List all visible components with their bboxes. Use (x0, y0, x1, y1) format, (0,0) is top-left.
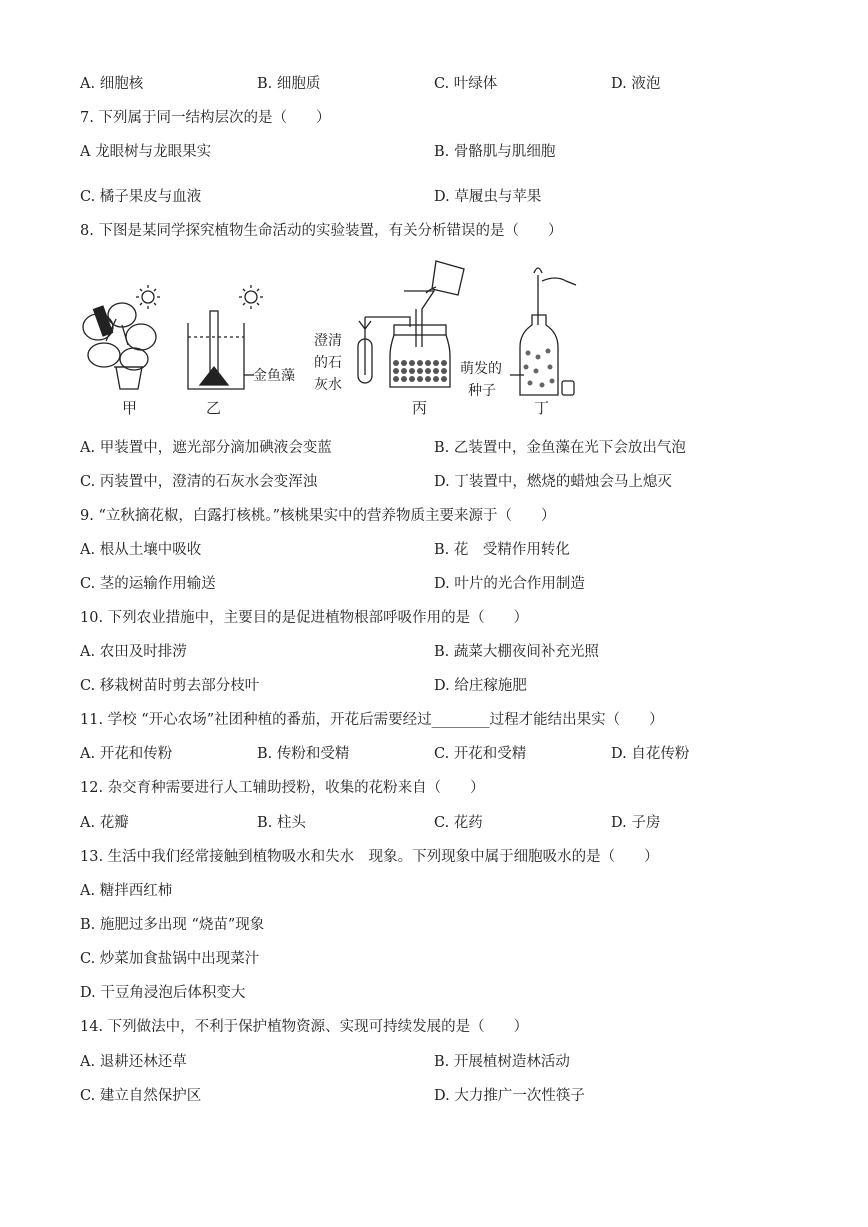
q12-option-d: D. 子房 (611, 815, 661, 831)
q9-option-b: B. 花 受精作用转化 (434, 542, 570, 558)
q14-option-a: A. 退耕还林还草 (80, 1054, 187, 1070)
q14-option-b: B. 开展植树造林活动 (434, 1054, 570, 1070)
q8-experiment-figure (76, 255, 636, 425)
q7-option-b: B. 骨骼肌与肌细胞 (434, 144, 556, 160)
label-bing: 丙 (412, 399, 428, 417)
label-yi: 乙 (206, 399, 222, 417)
q11-stem: 11. 学校 “开心农场”社团种植的番茄，开花后需要经过________过程才能结出果实（ ） (80, 712, 664, 728)
q10-option-a: A. 农田及时排涝 (80, 644, 187, 660)
q10-option-b: B. 蔬菜大棚夜间补充光照 (434, 644, 599, 660)
q7-stem: 7. 下列属于同一结构层次的是（ ） (80, 110, 331, 126)
q8-option-a: A. 甲装置中，遮光部分滴加碘液会变蓝 (80, 440, 332, 456)
q6-option-a: A. 细胞核 (80, 76, 144, 92)
q6-option-c: C. 叶绿体 (434, 76, 498, 92)
label-limewater-2: 的石 (314, 355, 342, 371)
q10-option-c: C. 移栽树苗时剪去部分枝叶 (80, 678, 260, 694)
apparatus-jia-plant-icon (83, 285, 160, 389)
q12-option-b: B. 柱头 (257, 815, 306, 831)
q8-option-c: C. 丙装置中，澄清的石灰水会变浑浊 (80, 474, 318, 490)
q14-option-d: D. 大力推广一次性筷子 (434, 1088, 585, 1104)
q9-option-d: D. 叶片的光合作用制造 (434, 576, 585, 592)
q11-option-d: D. 自花传粉 (611, 746, 690, 762)
q12-option-a: A. 花瓣 (80, 815, 129, 831)
label-limewater-3: 灰水 (314, 377, 342, 393)
q12-option-c: C. 花药 (434, 815, 483, 831)
q10-option-d: D. 给庄稼施肥 (434, 678, 527, 694)
apparatus-yi-beaker-icon (188, 285, 263, 389)
label-jia: 甲 (122, 399, 138, 417)
q11-option-a: A. 开花和传粉 (80, 746, 173, 762)
q9-option-a: A. 根从土壤中吸收 (80, 542, 202, 558)
q7-option-d: D. 草履虫与苹果 (434, 189, 542, 205)
q8-stem: 8. 下图是某同学探究植物生命活动的实验装置，有关分析错误的是（ ） (80, 223, 563, 239)
q7-option-a: A 龙眼树与龙眼果实 (80, 144, 212, 160)
label-seeds-2: 种子 (468, 383, 496, 399)
q8-option-b: B. 乙装置中，金鱼藻在光下会放出气泡 (434, 440, 686, 456)
q8-option-d: D. 丁装置中，燃烧的蜡烛会马上熄灭 (434, 474, 672, 490)
q11-option-b: B. 传粉和受精 (257, 746, 350, 762)
q12-stem: 12. 杂交育种需要进行人工辅助授粉，收集的花粉来自（ ） (80, 780, 485, 796)
q6-option-b: B. 细胞质 (257, 76, 321, 92)
label-ding: 丁 (534, 399, 550, 417)
q13-option-a: A. 糖拌西红柿 (80, 883, 173, 899)
q6-option-d: D. 液泡 (611, 76, 661, 92)
q9-stem: 9. “立秋摘花椒，白露打核桃。”核桃果实中的营养物质主要来源于（ ） (80, 508, 556, 524)
apparatus-ding-jar-icon (510, 268, 576, 395)
q14-option-c: C. 建立自然保护区 (80, 1088, 202, 1104)
q13-option-c: C. 炒菜加食盐锅中出现菜汁 (80, 951, 260, 967)
q13-stem: 13. 生活中我们经常接触到植物吸水和失水 现象。下列现象中属于细胞吸水的是（ ） (80, 849, 659, 865)
q13-option-d: D. 干豆角浸泡后体积变大 (80, 985, 246, 1001)
q11-option-c: C. 开花和受精 (434, 746, 527, 762)
label-limewater-1: 澄清 (314, 333, 342, 349)
q9-option-c: C. 茎的运输作用输送 (80, 576, 216, 592)
q13-option-b: B. 施肥过多出现 “烧苗”现象 (80, 917, 265, 933)
q7-option-c: C. 橘子果皮与血液 (80, 189, 202, 205)
q10-stem: 10. 下列农业措施中，主要目的是促进植物根部呼吸作用的是（ ） (80, 610, 529, 626)
apparatus-bing-bottle-icon (358, 261, 464, 387)
q14-stem: 14. 下列做法中，不利于保护植物资源、实现可持续发展的是（ ） (80, 1019, 529, 1035)
label-jinyuzao: 金鱼藻 (253, 368, 295, 384)
label-seeds-1: 萌发的 (460, 361, 502, 377)
